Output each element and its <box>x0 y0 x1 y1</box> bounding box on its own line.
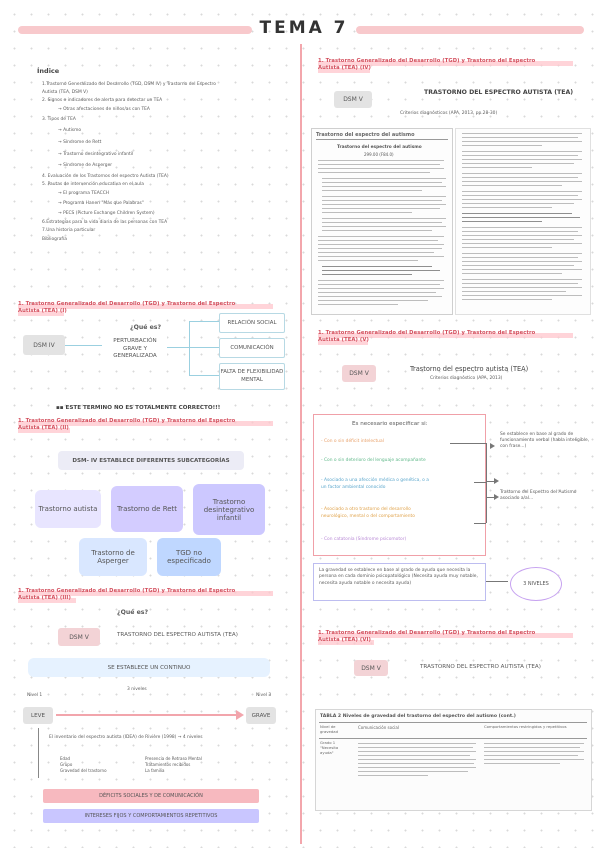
section-4-header: 1. Trastorno Generalizado del Desarrollo (TGD) y Trastorno del Espectro Autista (TEA) (IV) <box>318 58 536 71</box>
continuum-banner: SE ESTABLECE UN CONTINUO <box>28 658 270 677</box>
index-item: → Síndrome de Rett <box>58 140 102 145</box>
dsm-v-badge-4: DSM V <box>354 660 388 676</box>
index-item: → Autismo <box>58 128 82 134</box>
dsm-v-badge: DSM V <box>58 628 100 646</box>
index-heading: Índice <box>37 67 60 75</box>
level-3-label: Nivel 3 <box>256 693 272 698</box>
sec6-label: TRASTORNO DEL ESPECTRO AUTISTA (TEA) <box>420 664 541 670</box>
branch-comunicacion: COMUNICACIÓN <box>219 338 285 358</box>
box-asperger: Trastorno de Asperger <box>79 538 147 576</box>
index-item: → Trastorno desintegrativo infantil <box>58 151 134 157</box>
grave-badge: GRAVE <box>246 707 276 724</box>
branch-flexibilidad: FALTA DE FLEXIBILIDAD MENTAL <box>219 363 285 390</box>
warning-text: ▪▪ ESTE TERMINO NO ES TOTALMENTE CORRECTO!!! <box>56 405 221 411</box>
box-trastorno-autista: Trastorno autista <box>35 490 101 528</box>
inventario-left-list: Edad Grupo Gravedad del trastorno <box>60 756 107 773</box>
intereses-bar: INTERESES FIJOS Y COMPORTAMIENTOS REPETITIVOS <box>43 809 259 823</box>
branch-relacion-social: RELACIÓN SOCIAL <box>219 313 285 333</box>
section-5-header: 1. Trastorno Generalizado del Desarrollo (TGD) y Trastorno del Espectro Autista (TEA) (V) <box>318 330 536 343</box>
deficits-bar: DÉFICITS SOCIALES Y DE COMUNICACIÓN <box>43 789 259 803</box>
leve-badge: LEVE <box>23 707 53 724</box>
section-6-header: 1. Trastorno Generalizado del Desarrollo (TGD) y Trastorno del Espectro Autista (TEA) (VI) <box>318 630 536 643</box>
dsm-v-badge-2: DSM V <box>334 91 372 108</box>
index-item: → PECS (Picture Exchange Children System) <box>58 210 155 216</box>
inventario-right-list: Presencia de Retraso Mental Tratamientos recibidos La familia <box>145 756 202 773</box>
severity-arrow <box>56 714 242 716</box>
index-item: Autista (TEA, DSM V) <box>42 90 88 96</box>
criteria-document-right <box>455 128 591 315</box>
index-item: 1.Trastorno Generalizado del Desarrollo (TGD, DSM IV) y Trastorno del Espectro <box>42 82 216 87</box>
index-item: → El programa TEACCH <box>58 191 110 197</box>
sec4-subtitle: Criterios diagnósticos (APA, 2013, pp.28-30) <box>400 111 498 116</box>
tea-label: TRASTORNO DEL ESPECTRO AUTISTA (TEA) <box>117 632 238 638</box>
section-1-header: 1. Trastorno Generalizado del Desarrollo (TGD) y Trastorno del Espectro Autista (TEA) (I) <box>18 301 236 314</box>
sec4-title: TRASTORNO DEL ESPECTRO AUTISTA (TEA) <box>424 89 574 96</box>
index-item: 2. Signos e indicadores de alerta para detectar un TEA <box>42 98 163 104</box>
index-item: → Síndrome de Asperger <box>58 163 113 169</box>
note-funcionamiento-verbal: Se establece en base al grado de funcionamiento verbal (habla inteligible, con frase...) <box>500 432 590 449</box>
levels-count: 3 niveles <box>127 687 147 692</box>
note-asociado: Trastorno del Espectro del Autismo asociado a/al... <box>500 490 577 501</box>
center-concept: PERTURBACIÓN GRAVE Y GENERALIZADA <box>103 331 167 368</box>
severity-table: TABLA 2 Niveles de gravedad del trastorno del espectro del autismo (cont.) Nivel de gravedad Comunicación social Comportamientos restringidos y repetitivos Grado 1 "Necesita ayuda" <box>315 709 592 811</box>
index-item: Bibliografía <box>42 236 67 242</box>
question-label-2: ¿Qué es? <box>117 609 149 616</box>
title-bar <box>0 18 599 39</box>
inventario-text: El inventario del espectro autista (IDEA) de Rivière (1998) → 4 niveles <box>49 735 203 740</box>
section-3-header: 1. Trastorno Generalizado del Desarrollo (TGD) y Trastorno del Espectro Autista (TEA) (III) <box>18 588 236 601</box>
question-label: ¿Qué es? <box>130 324 162 331</box>
page-title: TEMA 7 <box>259 18 349 38</box>
index-list <box>42 81 216 244</box>
column-divider <box>300 44 302 844</box>
index-item: 3. Tipos de TEA <box>42 116 76 122</box>
dsm-v-badge-3: DSM V <box>342 365 376 382</box>
sec5-subtitle: Criterios diagnóstico (APA, 2013) <box>430 376 503 381</box>
box-desintegrativo: Trastorno desintegrativo infantil <box>193 484 265 535</box>
gravity-box: La gravedad se establece en base al grado de ayuda que necesita la persona en cada dominio psicopatológico (Necesita ayuda muy notable, necesita ayuda notable o necesita ayuda) <box>313 563 486 601</box>
specify-box: Es necesario especificar si: - Con o sin déficit intelectual - Con o sin deterioro del lenguaje acompañante - Asociado a una afección médica o genética, o a un factor ambiental conocido - Asociado a otro trastorno del desarrollo neurológico, mental o del comportamiento - Con catatonía (Síndrome psicomotor) <box>313 414 486 556</box>
index-item: → Otras afectaciones de niños/as con TEA <box>58 106 150 112</box>
box-rett: Trastorno de Rett <box>111 486 183 532</box>
index-item: 6.Estrategias para la vida diaria de las personas con TEA <box>42 219 168 225</box>
index-item: → Programa Hanen "Más que Palabras" <box>58 200 144 206</box>
index-item: 4. Evaluación de los Trastornos del espectro Autista (TEA) <box>42 173 169 179</box>
level-1-label: Nivel 1 <box>27 693 43 698</box>
index-item: 7.Una historia particular <box>42 228 96 234</box>
subcategories-banner: DSM- IV ESTABLECE DIFERENTES SUBCATEGORÍAS <box>58 451 244 470</box>
dsm-iv-badge: DSM IV <box>23 335 65 355</box>
criteria-document-left: Trastorno del espectro del autismo Trastorno del espectro del autismo 299.00 (F84.0) <box>311 128 453 315</box>
index-item: 5. Pautas de intervención educativa en el aula <box>42 182 144 188</box>
sec5-title: Trastorno del espectro autista (TEA) <box>410 365 529 373</box>
levels-circle: 3 NIVELES <box>510 567 562 601</box>
section-2-header: 1. Trastorno Generalizado del Desarrollo (TGD) y Trastorno del Espectro Autista (TEA) (II) <box>18 418 236 431</box>
box-tgd-no-especificado: TGD no especificado <box>157 538 221 576</box>
